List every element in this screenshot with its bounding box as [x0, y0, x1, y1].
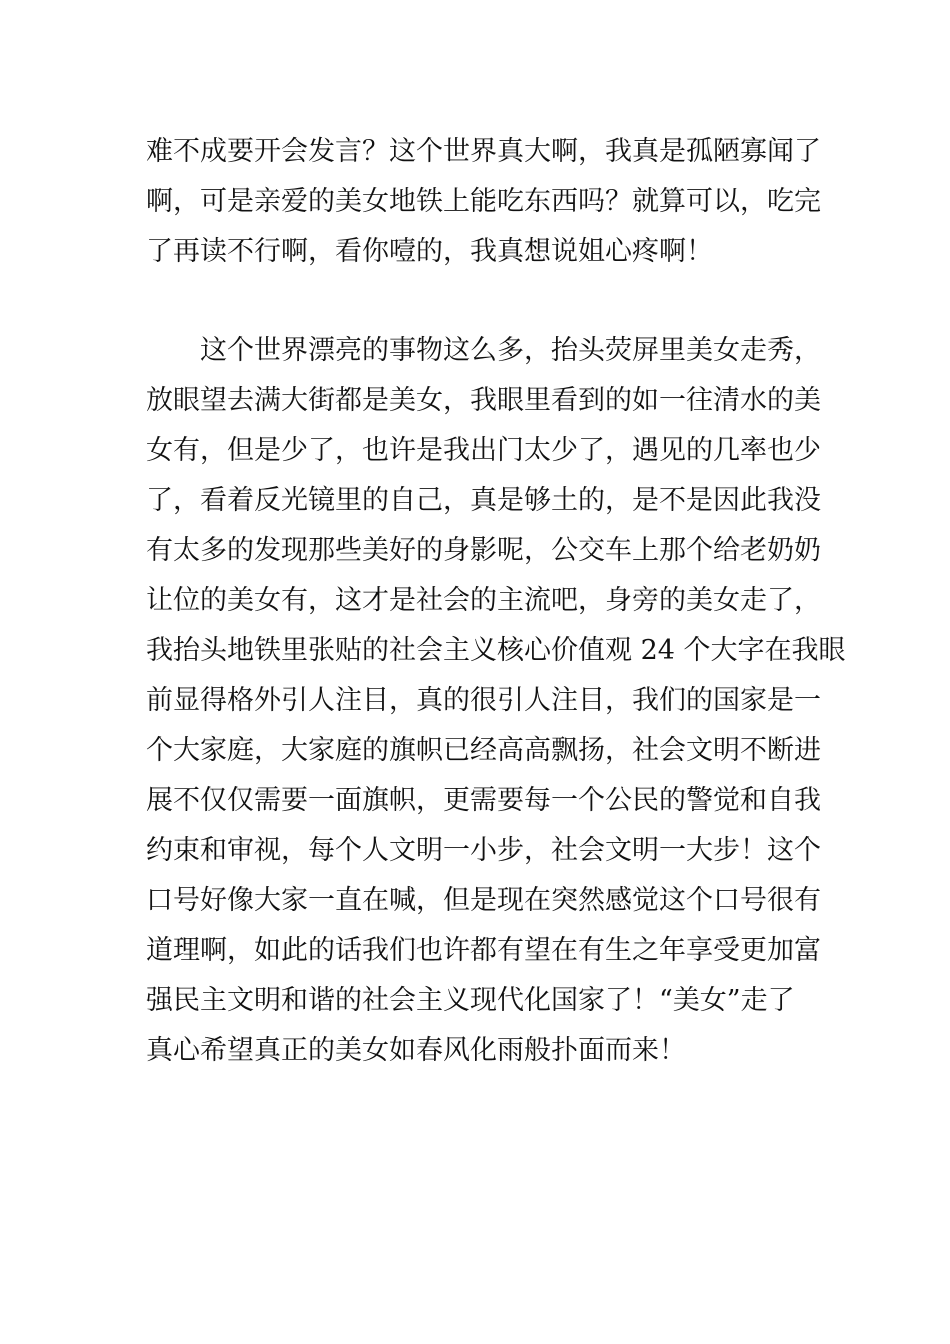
paragraph-2-line: 约束和审视，每个人文明一小步，社会文明一大步！这个 — [146, 835, 821, 866]
paragraph-2-line: 前显得格外引人注目，真的很引人注目，我们的国家是一 — [146, 685, 821, 716]
paragraph-2-line: 这个世界漂亮的事物这么多，抬头荧屏里美女走秀， — [146, 335, 821, 366]
paragraph-1-line: 了再读不行啊，看你噎的，我真想说姐心疼啊！ — [146, 236, 713, 267]
paragraph-2-line: 了，看着反光镜里的自己，真是够土的，是不是因此我没 — [146, 485, 821, 516]
paragraph-2-line: 道理啊，如此的话我们也许都有望在有生之年享受更加富 — [146, 935, 821, 966]
paragraph-2-line: 我抬头地铁里张贴的社会主义核心价值观 24 个大字在我眼 — [146, 635, 846, 666]
paragraph-2-line: 有太多的发现那些美好的身影呢，公交车上那个给老奶奶 — [146, 535, 821, 566]
paragraph-2-line: 女有，但是少了，也许是我出门太少了，遇见的几率也少 — [146, 435, 821, 466]
paragraph-2-line: 个大家庭，大家庭的旗帜已经高高飘扬，社会文明不断进 — [146, 735, 821, 766]
paragraph-2 — [146, 326, 846, 1076]
paragraph-2-line: 展不仅仅需要一面旗帜，更需要每一个公民的警觉和自我 — [146, 785, 821, 816]
paragraph-2-line: 让位的美女有，这才是社会的主流吧，身旁的美女走了， — [146, 585, 821, 616]
paragraph-2-line: 口号好像大家一直在喊，但是现在突然感觉这个口号很有 — [146, 885, 821, 916]
paragraph-1-line: 啊，可是亲爱的美女地铁上能吃东西吗？就算可以，吃完 — [146, 186, 821, 217]
paragraph-2-line: 放眼望去满大街都是美女，我眼里看到的如一往清水的美 — [146, 385, 821, 416]
paragraph-2-line: 强民主文明和谐的社会主义现代化国家了！“美女”走了 — [146, 985, 795, 1016]
paragraph-1-line: 难不成要开会发言？这个世界真大啊，我真是孤陋寡闻了 — [146, 136, 821, 167]
paragraph-1 — [146, 127, 821, 277]
paragraph-2-line: 真心希望真正的美女如春风化雨般扑面而来！ — [146, 1035, 686, 1066]
